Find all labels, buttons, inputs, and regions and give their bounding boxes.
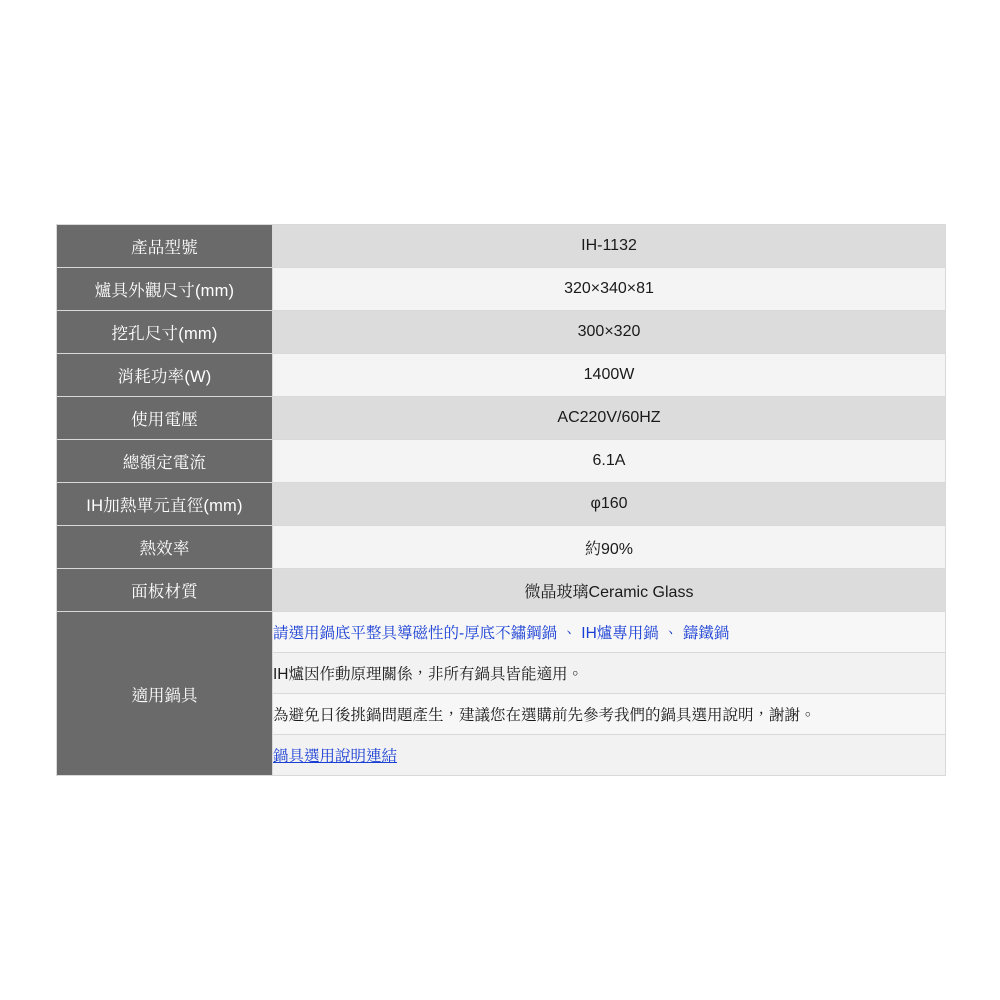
table-row [57, 440, 946, 483]
table-row [57, 569, 946, 612]
cookware-note-line-1 [273, 612, 946, 653]
cookware-note-text-1: 請選用鍋底平整具導磁性的-厚底不鏽鋼鍋 、 IH爐專用鍋 、 鑄鐵鍋 [273, 625, 730, 642]
spec-label-dimensions: 爐具外觀尺寸(mm) [57, 268, 273, 311]
spec-value-heating-unit-diameter: φ160 [273, 483, 946, 526]
spec-value-thermal-efficiency: 約90% [273, 526, 946, 569]
spec-label-voltage: 使用電壓 [57, 397, 273, 440]
table-row [57, 526, 946, 569]
spec-label-suitable-cookware: 適用鍋具 [57, 612, 273, 776]
table-row [57, 354, 946, 397]
spec-label-panel-material: 面板材質 [57, 569, 273, 612]
table-row [57, 225, 946, 268]
table-row [57, 612, 946, 653]
cookware-note-line-2 [273, 653, 946, 694]
cookware-guide-link-cell[interactable] [273, 735, 946, 776]
spec-value-power-consumption: 1400W [273, 354, 946, 397]
spec-table-body [57, 225, 946, 776]
table-row [57, 397, 946, 440]
spec-value-cutout-size: 300×320 [273, 311, 946, 354]
table-row [57, 268, 946, 311]
spec-label-product-model: 產品型號 [57, 225, 273, 268]
cookware-note-text-3: 為避免日後挑鍋問題產生，建議您在選購前先參考我們的鍋具選用說明，謝謝。 [273, 707, 816, 724]
spec-table-container [56, 224, 946, 776]
table-row [57, 483, 946, 526]
spec-label-cutout-size: 挖孔尺寸(mm) [57, 311, 273, 354]
spec-value-voltage: AC220V/60HZ [273, 397, 946, 440]
spec-label-rated-current: 總額定電流 [57, 440, 273, 483]
spec-value-rated-current: 6.1A [273, 440, 946, 483]
spec-label-power-consumption: 消耗功率(W) [57, 354, 273, 397]
cookware-note-line-3 [273, 694, 946, 735]
spec-value-product-model: IH-1132 [273, 225, 946, 268]
cookware-note-text-2: IH爐因作動原理關係，非所有鍋具皆能適用。 [273, 666, 584, 683]
spec-label-heating-unit-diameter: IH加熱單元直徑(mm) [57, 483, 273, 526]
cookware-guide-link[interactable]: 鍋具選用說明連結 [273, 748, 398, 765]
spec-value-dimensions: 320×340×81 [273, 268, 946, 311]
product-spec-table [56, 224, 946, 776]
spec-label-thermal-efficiency: 熱效率 [57, 526, 273, 569]
table-row [57, 311, 946, 354]
spec-value-panel-material: 微晶玻璃Ceramic Glass [273, 569, 946, 612]
